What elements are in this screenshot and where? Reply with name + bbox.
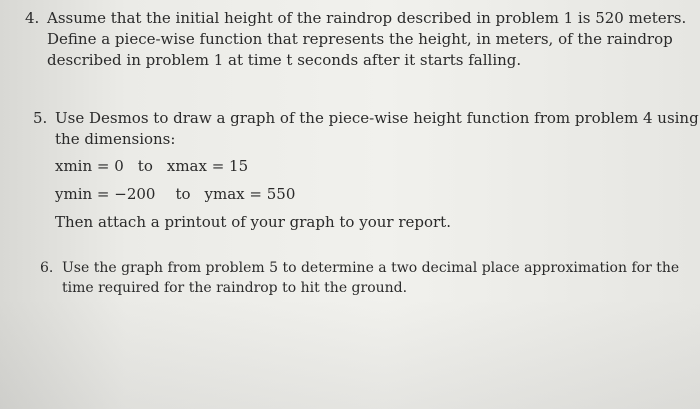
closing-instruction: Then attach a printout of your graph to your report. — [55, 213, 451, 231]
to-label: to — [175, 185, 191, 203]
graph-dimensions — [33, 156, 673, 233]
ymin-value: ymin = −200 — [55, 185, 156, 203]
xmin-value: xmin = 0 — [55, 157, 124, 175]
problem-number: 5. — [33, 109, 48, 127]
problem-text-line: Use Desmos to draw a graph of the piece-wise height function from problem 4 using — [55, 109, 699, 127]
problem-text-line: Use the graph from problem 5 to determine a two decimal place approximation for the — [62, 260, 680, 276]
problem-number: 4. — [25, 9, 40, 27]
problem-5 — [33, 108, 699, 240]
problem-4 — [25, 8, 687, 71]
paper-shadow — [0, 299, 700, 409]
x-range — [33, 156, 673, 177]
xmax-value: xmax = 15 — [166, 157, 249, 175]
problem-text-line: time required for the raindrop to hit the ground. — [62, 280, 408, 296]
y-range — [33, 184, 673, 205]
problem-text-line: described in problem 1 at time t seconds after it starts falling. — [47, 51, 522, 69]
problem-text-line: Assume that the initial height of the raindrop described in problem 1 is 520 meters. — [47, 9, 687, 27]
ymax-value: ymax = 550 — [204, 185, 296, 203]
problem-text-line: Define a piece-wise function that represents the height, in meters, of the raindrop — [47, 30, 673, 48]
to-label: to — [137, 157, 153, 175]
problem-number: 6. — [40, 260, 54, 276]
problem-6 — [40, 258, 680, 298]
problem-text-line: the dimensions: — [55, 130, 176, 148]
